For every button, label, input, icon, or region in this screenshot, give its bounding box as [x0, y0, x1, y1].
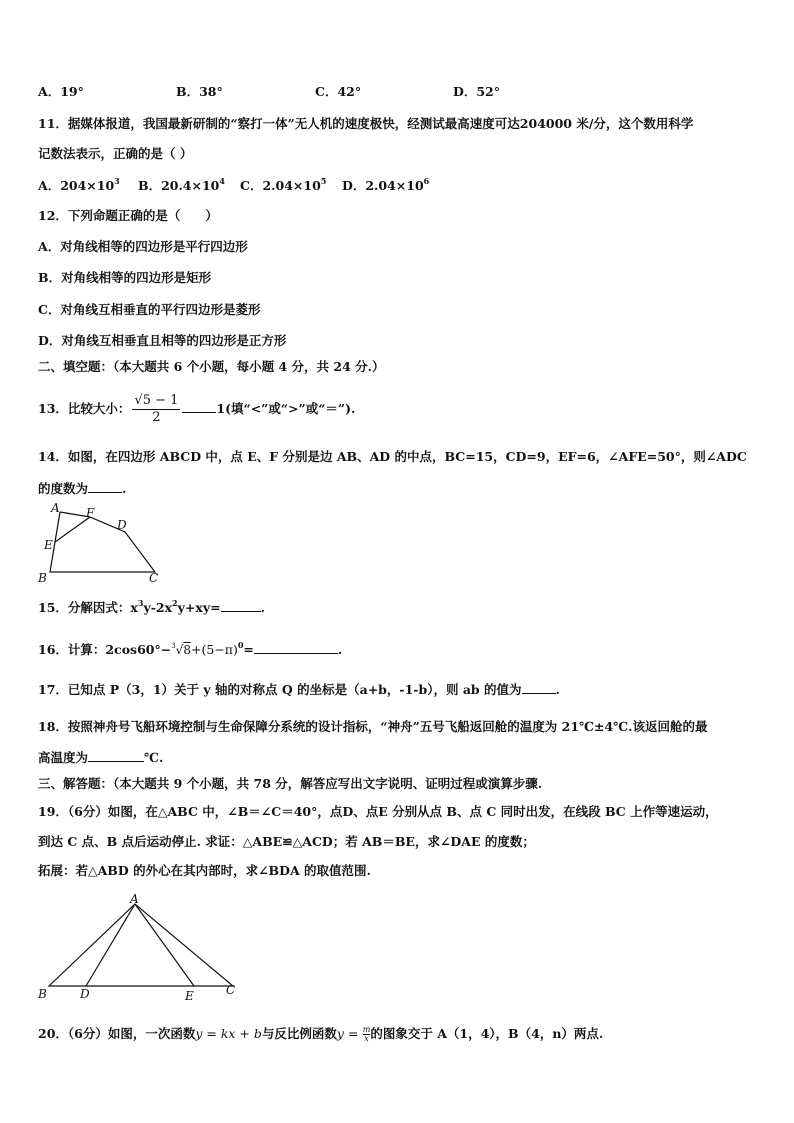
q10-option-b: B．38°	[176, 84, 223, 99]
q12-option-c: C．对角线互相垂直的平行四边形是菱形	[38, 302, 261, 317]
q20-fraction: $\frac{m}{x}$	[362, 1025, 371, 1043]
q11-stem-line1: 11．据媒体报道，我国最新研制的“察打一体”无人机的速度极快，经测试最高速度可达204000 米/分，这个数用科学	[38, 116, 694, 131]
section-solve-heading: 三、解答题：（本大题共 9 个小题，共 78 分，解答应写出文字说明、证明过程或演算步骤.	[38, 776, 543, 791]
q19-label-c: C	[226, 983, 236, 997]
q13-answer-blank[interactable]	[182, 400, 216, 413]
q16: 16．计算：$2\cos 60^\circ-^3√8+(5-\pi)^0=$ .	[38, 640, 343, 657]
q10-option-c: C．42°	[315, 84, 362, 99]
q14-label-f: F	[86, 506, 95, 520]
q12-stem: 12．下列命题正确的是（ ）	[38, 208, 218, 223]
q19-stem-line1: 19．（6分）如图，在△ABC 中，∠B＝∠C＝40°，点D、点E 分别从点 B、点 C 同时出发，在线段 BC 上作等速运动，	[38, 804, 718, 819]
q11-option-c: C．$2.04\times 10^5$	[240, 176, 327, 193]
q19-label-e: E	[185, 989, 194, 1003]
q14-quadrilateral-figure	[30, 500, 170, 590]
q14-label-a: A	[51, 501, 60, 515]
q11-option-b: B．$20.4\times 10^4$	[138, 176, 225, 193]
q15-answer-blank[interactable]	[221, 599, 261, 612]
q14-stem-line2: 的度数为 .	[38, 481, 127, 496]
q10-option-a: A．19°	[38, 84, 84, 99]
q11-option-d: D．$2.04\times 10^6$	[342, 176, 430, 193]
q10-option-d: D．52°	[453, 84, 500, 99]
q19-label-d: D	[80, 987, 90, 1001]
q12-option-d: D．对角线互相垂直且相等的四边形是正方形	[38, 333, 287, 348]
q17-answer-blank[interactable]	[522, 681, 556, 694]
q19-stem-line2: 到达 C 点、B 点后运动停止. 求证：△ABE≌△ACD；若 AB＝BE，求∠DAE 的度数；	[38, 834, 535, 849]
q11-stem-line2: 记数法表示，正确的是（ ）	[38, 146, 193, 161]
q14-label-c: C	[149, 571, 159, 585]
q17: 17．已知点 P（3，1）关于 y 轴的对称点 Q 的坐标是（a+b，-1-b），则 ab 的值为 .	[38, 682, 560, 697]
q14-label-b: B	[38, 571, 47, 585]
q14-label-d: D	[117, 518, 127, 532]
q19-triangle-figure	[30, 888, 250, 1006]
q14-stem-line1: 14．如图，在四边形 ABCD 中，点 E、F 分别是边 AB、AD 的中点，BC=15，CD=9，EF=6，∠AFE=50°，则∠ADC	[38, 449, 747, 464]
q20: 20．（6分）如图，一次函数y = kx + b与反比例函数y = $\frac{m}{x}$的图象交于 A（1，4），B（4，n）两点.	[38, 1025, 604, 1043]
q11-option-a: A．$204\times 10^3$	[38, 176, 120, 193]
section-fill-in-heading: 二、填空题：（本大题共 6 个小题，每小题 4 分，共 24 分.）	[38, 359, 385, 374]
q19-label-a: A	[130, 892, 139, 906]
q19-stem-line3: 拓展：若△ABD 的外心在其内部时，求∠BDA 的取值范围.	[38, 863, 371, 878]
q18-stem-line1: 18．按照神舟号飞船环境控制与生命保障分系统的设计指标，“神舟”五号飞船返回舱的温度为 21℃±4℃.该返回舱的最	[38, 719, 708, 734]
q14-answer-blank[interactable]	[88, 480, 122, 493]
q16-cube-root: $^3$√8	[171, 642, 191, 657]
q12-option-a: A．对角线相等的四边形是平行四边形	[38, 239, 248, 254]
q16-answer-blank[interactable]	[254, 641, 338, 654]
q14-label-e: E	[44, 538, 53, 552]
q13: 13．比较大小： $\frac{√5 - 1}{2}$ 1(填“<”或“>”或“＝”).	[38, 393, 356, 425]
q12-option-b: B．对角线相等的四边形是矩形	[38, 270, 212, 285]
q18-stem-line2: 高温度为 ℃.	[38, 750, 164, 765]
q19-label-b: B	[38, 987, 47, 1001]
q18-answer-blank[interactable]	[88, 749, 144, 762]
q15: 15．分解因式：$x^3y-2x^2y+xy=$ .	[38, 598, 265, 615]
q13-fraction: $\frac{√5 - 1}{2}$	[134, 393, 179, 425]
